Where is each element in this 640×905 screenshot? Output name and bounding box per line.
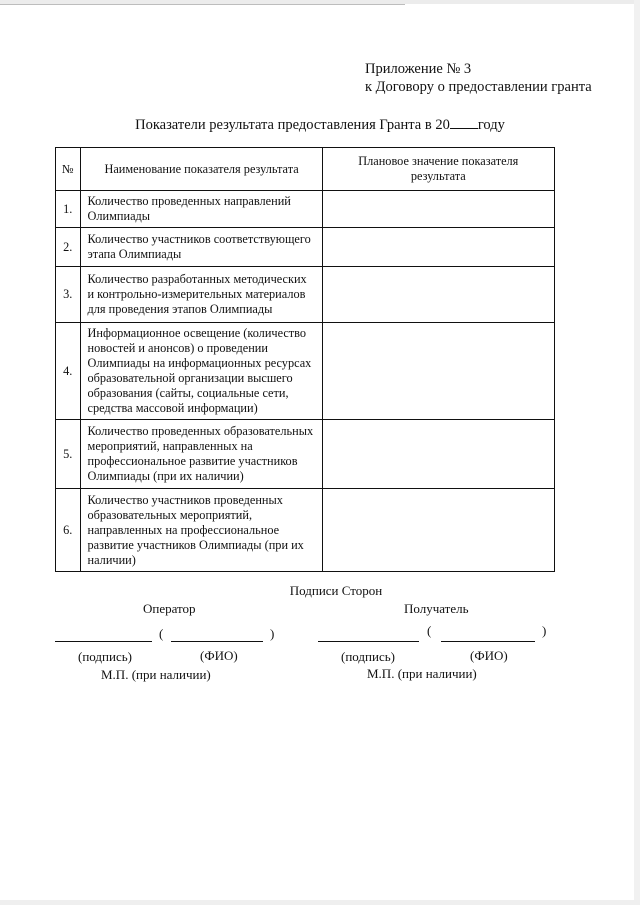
document-title-year-word: году bbox=[477, 117, 505, 133]
appendix-header bbox=[365, 60, 592, 96]
row-name: Количество проведенных направлений Олимпиады bbox=[80, 191, 322, 228]
table-row bbox=[56, 323, 555, 420]
operator-name-caption: (ФИО) bbox=[200, 648, 238, 663]
operator-open-paren: ( bbox=[159, 626, 164, 641]
row-plan-value bbox=[322, 267, 554, 323]
recipient-stamp: М.П. (при наличии) bbox=[367, 666, 477, 681]
year-blank bbox=[450, 116, 478, 129]
header-plan: Плановое значение показателя результата bbox=[322, 148, 554, 191]
operator-label: Оператор bbox=[143, 601, 196, 616]
recipient-signature-line bbox=[318, 641, 419, 642]
row-plan-value bbox=[322, 323, 554, 420]
row-name: Информационное освещение (количество новостей и анонсов) о проведении Олимпиады на информационных ресурсах образовательной организации высшего образования (сайты, социальные сети, средства массовой информации) bbox=[80, 323, 322, 420]
document-title-text: Показатели результата предоставления Гранта в 20 bbox=[135, 117, 450, 133]
table-header-row bbox=[56, 148, 555, 191]
indicators-table bbox=[55, 147, 555, 572]
recipient-label: Получатель bbox=[404, 601, 469, 616]
table-row bbox=[56, 267, 555, 323]
recipient-open-paren: ( bbox=[427, 623, 432, 638]
row-plan-value bbox=[322, 191, 554, 228]
appendix-number: Приложение № 3 bbox=[365, 61, 472, 77]
table-row bbox=[56, 191, 555, 228]
row-number: 3. bbox=[56, 267, 81, 323]
row-name: Количество участников соответствующего этапа Олимпиады bbox=[80, 228, 322, 267]
document-title bbox=[0, 116, 640, 134]
signatures-title: Подписи Сторон bbox=[289, 583, 383, 598]
row-name: Количество разработанных методических и контрольно-измерительных материалов для проведения этапов Олимпиады bbox=[80, 267, 322, 323]
header-name: Наименование показателя результата bbox=[80, 148, 322, 191]
operator-signature-line bbox=[55, 641, 152, 642]
operator-name-line bbox=[171, 641, 263, 642]
appendix-reference: к Договору о предоставлении гранта bbox=[365, 79, 592, 95]
recipient-close-paren: ) bbox=[542, 623, 547, 638]
row-number: 1. bbox=[56, 191, 81, 228]
row-number: 4. bbox=[56, 323, 81, 420]
recipient-name-caption: (ФИО) bbox=[470, 648, 508, 663]
scan-edge-bottom bbox=[0, 900, 640, 905]
row-number: 2. bbox=[56, 228, 81, 267]
operator-stamp: М.П. (при наличии) bbox=[101, 667, 211, 682]
row-name: Количество участников проведенных образовательных мероприятий, направленных на профессиональное развитие участников Олимпиады (при их наличии) bbox=[80, 489, 322, 572]
table-row bbox=[56, 420, 555, 489]
recipient-name-line bbox=[441, 641, 535, 642]
row-number: 6. bbox=[56, 489, 81, 572]
row-number: 5. bbox=[56, 420, 81, 489]
scan-line-top bbox=[0, 4, 405, 5]
row-plan-value bbox=[322, 420, 554, 489]
recipient-signature-caption: (подпись) bbox=[341, 649, 395, 664]
row-plan-value bbox=[322, 489, 554, 572]
table-row bbox=[56, 489, 555, 572]
operator-close-paren: ) bbox=[270, 626, 275, 641]
row-plan-value bbox=[322, 228, 554, 267]
header-number: № bbox=[56, 148, 81, 191]
table-row bbox=[56, 228, 555, 267]
row-name: Количество проведенных образовательных мероприятий, направленных на профессиональное развитие участников Олимпиады (при их наличии) bbox=[80, 420, 322, 489]
scan-edge-right bbox=[634, 0, 640, 905]
operator-signature-caption: (подпись) bbox=[78, 649, 132, 664]
